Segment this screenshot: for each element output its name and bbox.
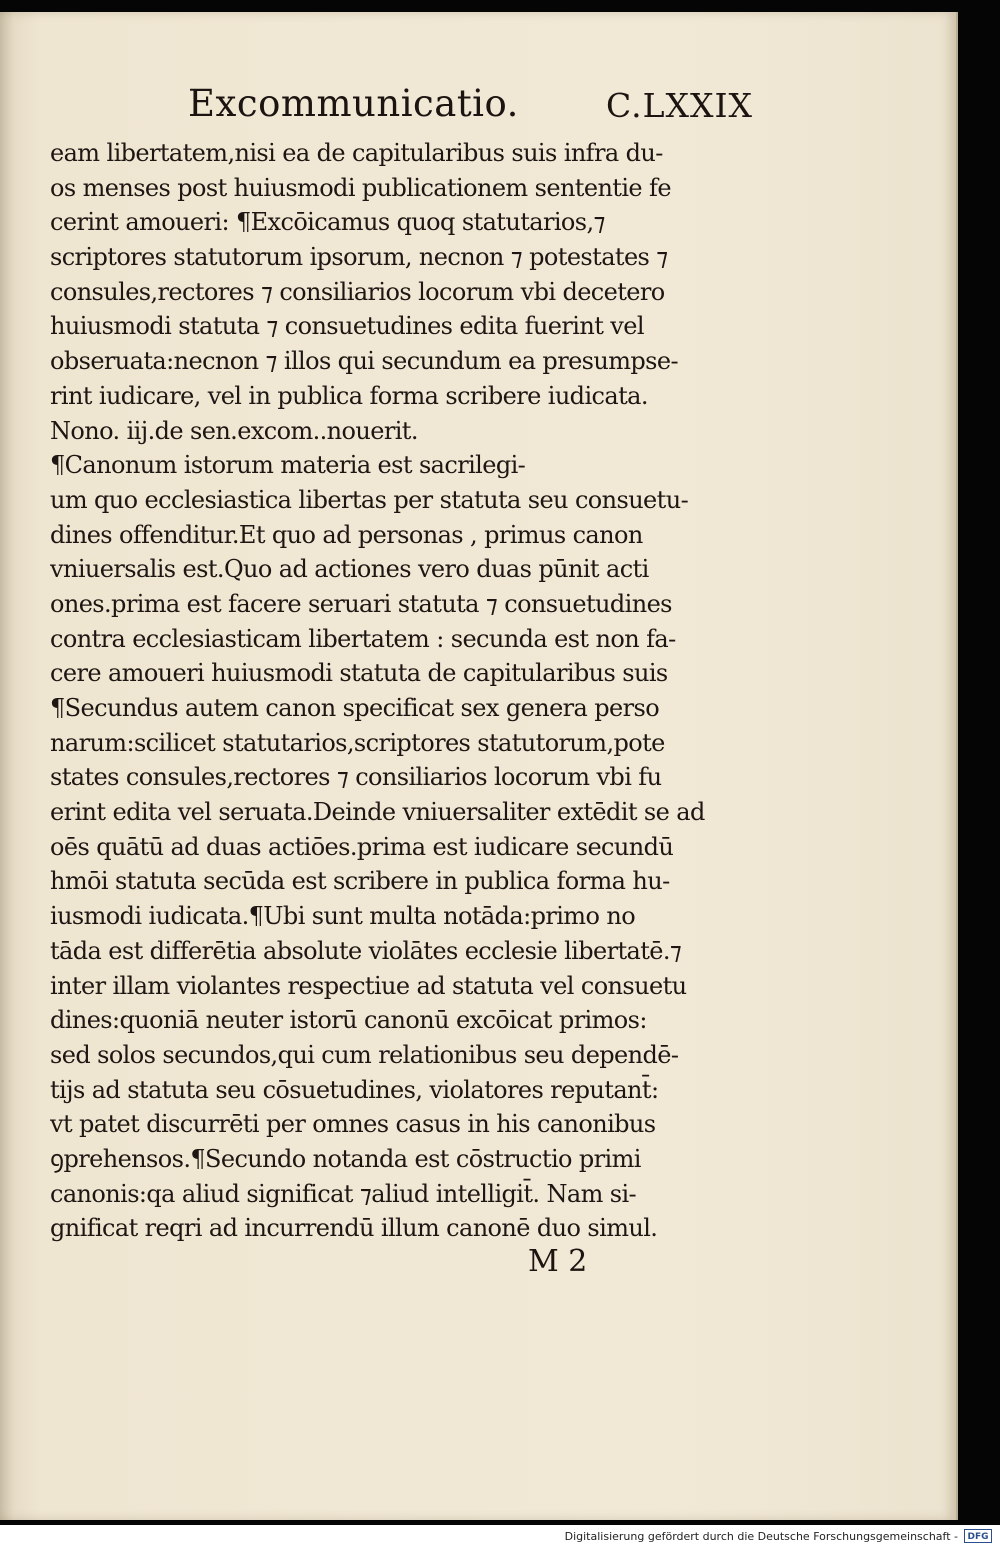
text-line: cere amoueri huiusmodi statuta de capitularibus suis [50,659,668,688]
text-line: sed solos secundos,qui cum relationibus seu dependē- [50,1040,679,1069]
text-line: os menses post huiusmodi publicationem sententie fe [50,173,671,202]
text-line: hmōi statuta secūda est scribere in publica forma hu- [50,867,670,896]
text-line: vniuersalis est.Quo ad actiones vero duas pūnit acti [50,555,649,584]
text-line: inter illam violantes respectiue ad statuta vel consuetu [50,971,687,1000]
text-line: scriptores statutorum ipsorum, necnon ⁊ potestates ⁊ [50,243,668,272]
text-line: Nono. iij.de sen.excom..nouerit. [50,416,418,445]
text-line: ¶Secundus autem canon specificat sex genera perso [50,694,660,722]
text-line: contra ecclesiasticam libertatem : secunda est non fa- [50,624,676,653]
text-line: iusmodi iudicata.¶Ubi sunt multa notāda:primo no [50,902,636,931]
text-line: tijs ad statuta seu cōsuetudines, violatores reputant̄: [50,1075,659,1104]
text-line: canonis:qa aliud significat ⁊aliud intelligit̄. Nam si- [50,1179,637,1208]
folio-number: C.LXXIX [606,86,753,125]
text-line: eam libertatem,nisi ea de capitularibus suis infra du- [50,139,663,167]
funding-credit: Digitalisierung gefördert durch die Deutsche Forschungsgemeinschaft - [564,1530,958,1543]
text-line: ꝯprehensos.¶Secundo notanda est cōstructio primi [50,1144,641,1173]
text-line: um quo ecclesiastica libertas per statuta seu consuetu- [50,485,689,514]
text-line: consules,rectores ⁊ consiliarios locorum vbi decetero [50,277,665,306]
text-line: vt patet discurrēti per omnes casus in his canonibus [50,1110,656,1139]
text-line: states consules,rectores ⁊ consiliarios locorum vbi fu [50,763,662,792]
text-line: dines offenditur.Et quo ad personas , primus canon [50,520,643,549]
text-line: oēs quātū ad duas actiōes.prima est iudicare secundū [50,832,674,861]
text-line: rint iudicare, vel in publica forma scribere iudicata. [50,381,648,410]
text-line: tāda est differētia absolute violātes ecclesie libertatē.⁊ [50,936,682,965]
dfg-logo-icon: DFG [964,1529,992,1543]
text-line: narum:scilicet statutarios,scriptores statutorum,pote [50,728,665,757]
text-line: erint edita vel seruata.Deinde vniuersaliter extēdit se ad [50,798,705,827]
text-line: ones.prima est facere seruari statuta ⁊ consuetudines [50,589,672,618]
running-head-title: Excommunicatio. [188,82,519,125]
text-line: huiusmodi statuta ⁊ consuetudines edita fuerint vel [50,312,644,341]
text-line: dines:quoniā neuter istorū canonū excōicat primos: [50,1006,647,1035]
text-line: gnificat reqri ad incurrendū illum canonē duo simul. [50,1214,658,1243]
body-text [50,136,755,1246]
text-line: cerint amoueri: ¶Excōicamus quoq statutarios,⁊ [50,208,605,237]
signature-mark: M 2 [528,1244,588,1279]
text-line: obseruata:necnon ⁊ illos qui secundum ea presumpse- [50,347,678,376]
text-line: ¶Canonum istorum materia est sacrilegi- [50,451,526,480]
footer-bar [0,1525,1000,1549]
